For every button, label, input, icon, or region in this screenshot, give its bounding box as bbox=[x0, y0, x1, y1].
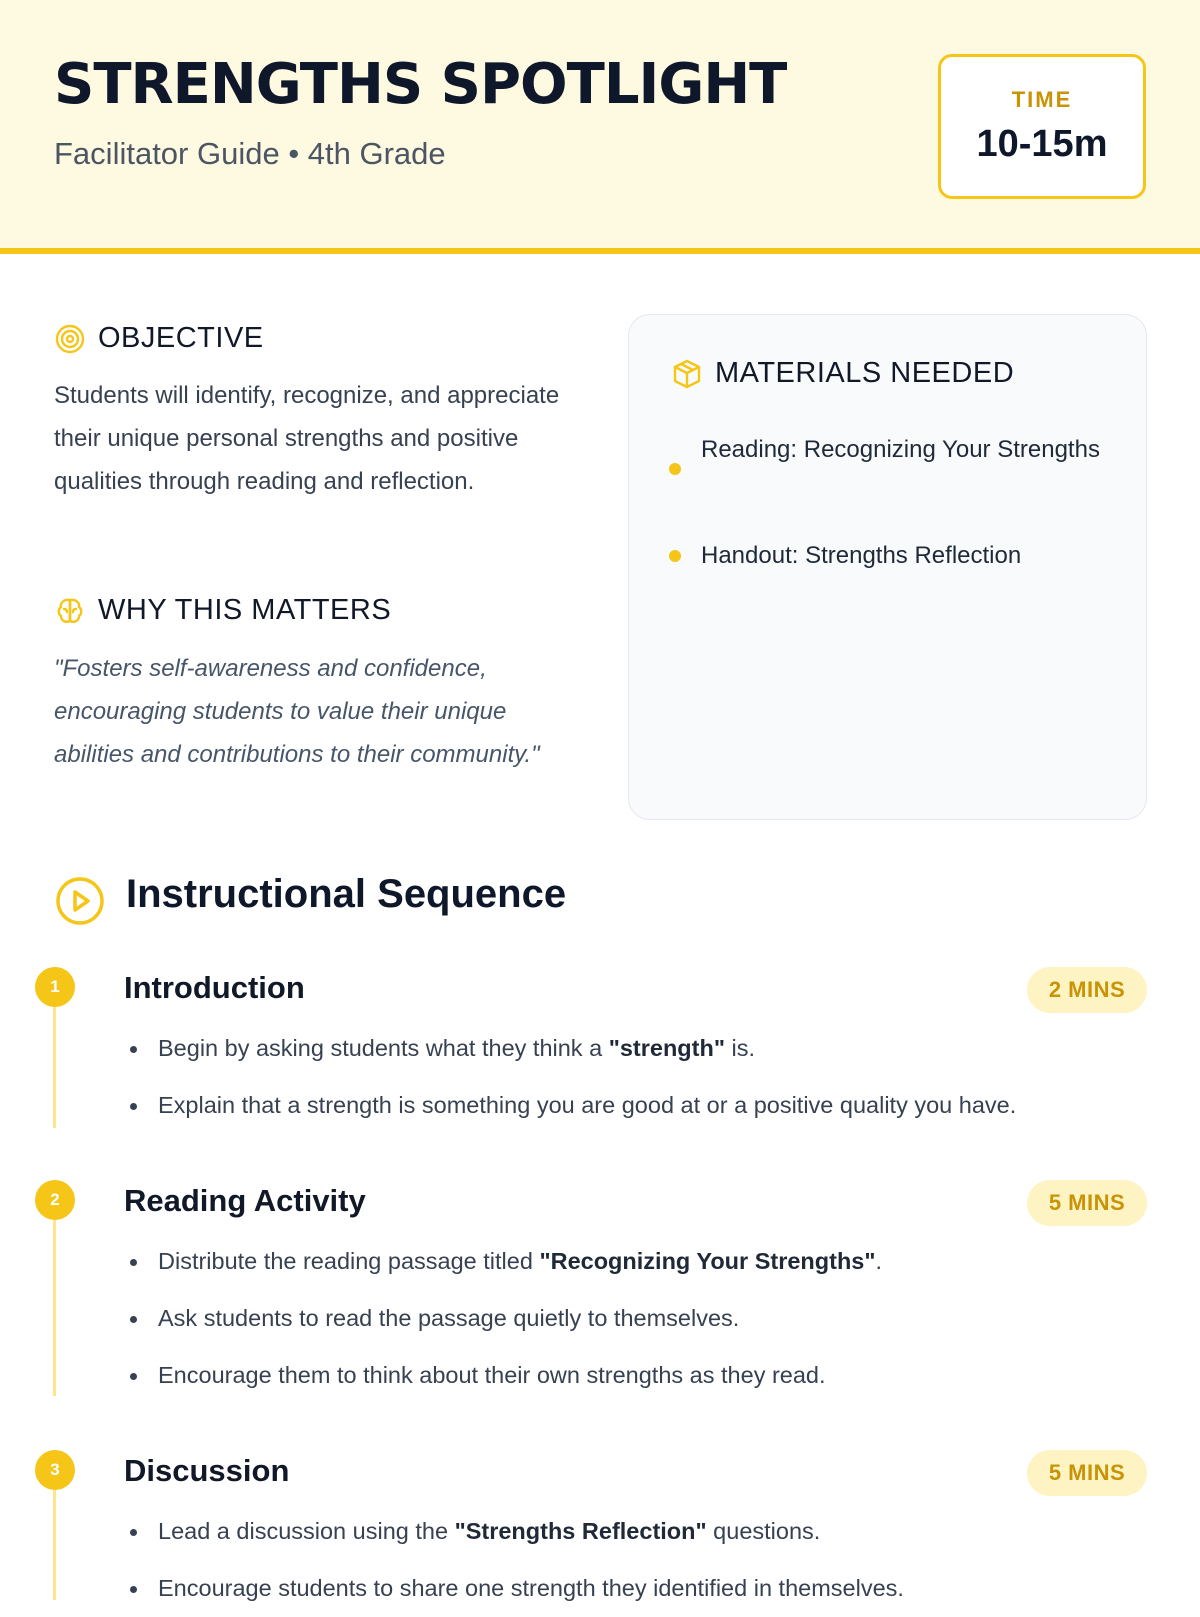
why-heading bbox=[54, 594, 391, 627]
timeline-line bbox=[53, 1220, 56, 1396]
time-value: 10-15m bbox=[976, 123, 1108, 165]
target-icon bbox=[54, 323, 86, 355]
duration-badge: 2 MINS bbox=[1027, 967, 1147, 1013]
step-bullet: Begin by asking students what they think a "strength" is. bbox=[130, 1020, 1016, 1077]
bullet-dot bbox=[669, 550, 681, 562]
step-bullet: Lead a discussion using the "Strengths Reflection" questions. bbox=[130, 1503, 904, 1560]
objective-text: Students will identify, recognize, and appreciate their unique personal strengths and positive qualities through reading and reflection. bbox=[54, 382, 560, 495]
material-item-label: Reading: Recognizing Your Strengths bbox=[701, 436, 1100, 463]
materials-card bbox=[628, 314, 1147, 820]
box-icon bbox=[671, 358, 703, 390]
step-bullet: Encourage students to share one strength they identified in themselves. bbox=[130, 1560, 904, 1617]
step-bullet: Explain that a strength is something you are good at or a positive quality you have. bbox=[130, 1077, 1016, 1134]
timeline-line bbox=[53, 1006, 56, 1128]
why-heading-label: WHY THIS MATTERS bbox=[98, 594, 392, 626]
duration-badge: 5 MINS bbox=[1027, 1180, 1147, 1226]
step-number-badge: 2 bbox=[35, 1180, 75, 1220]
material-item-label: Handout: Strengths Reflection bbox=[701, 542, 1022, 569]
step-title: Introduction bbox=[124, 970, 305, 1005]
time-label: TIME bbox=[1011, 87, 1073, 112]
bullet-dot bbox=[669, 463, 681, 475]
step-bullet: Encourage them to think about their own strengths as they read. bbox=[130, 1347, 882, 1404]
duration-badge: 5 MINS bbox=[1027, 1450, 1147, 1496]
materials-heading-label: MATERIALS NEEDED bbox=[715, 357, 1015, 389]
sequence-heading: Instructional Sequence bbox=[126, 872, 567, 916]
step-title: Reading Activity bbox=[124, 1183, 366, 1218]
page-title: STRENGTHS SPOTLIGHT bbox=[54, 52, 787, 117]
step-bullet: Distribute the reading passage titled "Recognizing Your Strengths". bbox=[130, 1233, 882, 1290]
step-bullets bbox=[130, 1020, 1016, 1134]
objective-heading-label: OBJECTIVE bbox=[98, 322, 264, 354]
play-circle-icon bbox=[55, 876, 105, 926]
materials-heading bbox=[671, 357, 1014, 390]
step-number-badge: 1 bbox=[35, 967, 75, 1007]
brain-icon bbox=[54, 595, 86, 627]
material-item bbox=[701, 534, 1121, 577]
step-bullets bbox=[130, 1233, 882, 1404]
header-banner bbox=[0, 0, 1200, 254]
objective-heading bbox=[54, 322, 264, 355]
why-quote: "Fosters self-awareness and confidence, encouraging students to value their unique abilities and contributions to their community." bbox=[54, 655, 540, 768]
timeline-line bbox=[53, 1490, 56, 1600]
step-number-badge: 3 bbox=[35, 1450, 75, 1490]
step-title: Discussion bbox=[124, 1453, 290, 1488]
time-card bbox=[938, 54, 1146, 199]
page-subtitle: Facilitator Guide • 4th Grade bbox=[54, 136, 446, 171]
step-bullet: Ask students to read the passage quietly to themselves. bbox=[130, 1290, 882, 1347]
material-item bbox=[701, 428, 1101, 471]
